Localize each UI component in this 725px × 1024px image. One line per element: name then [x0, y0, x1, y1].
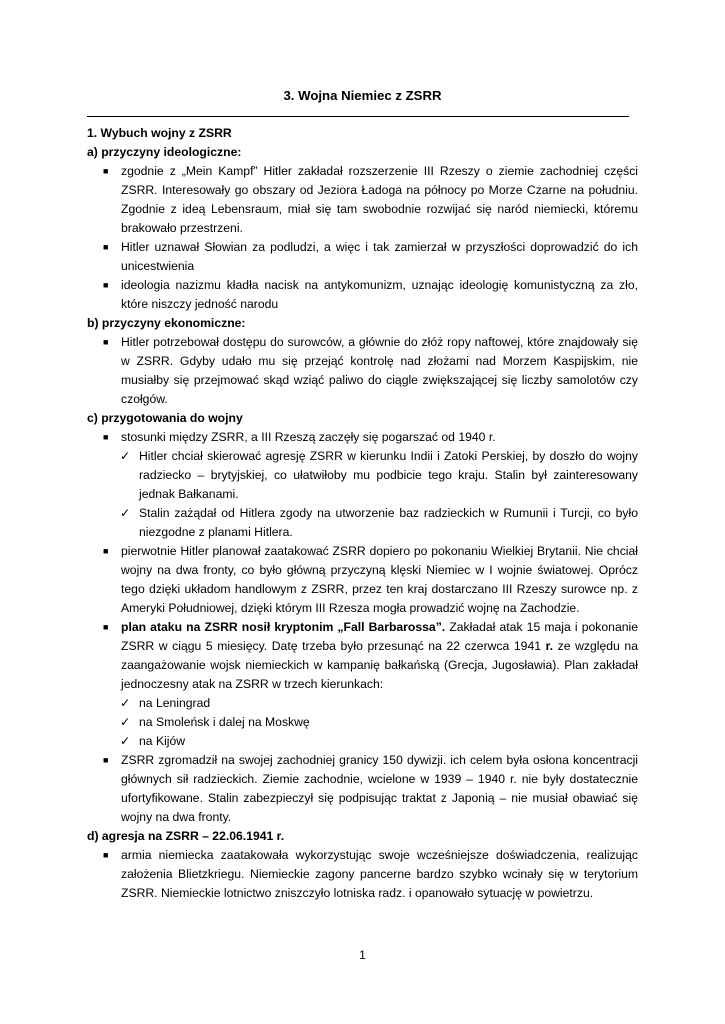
square-bullet-icon: ■ [103, 432, 109, 442]
list-item: ■ pierwotnie Hitler planował zaatakować ZSRR dopiero po pokonaniu Wielkiej Brytanii. Nie chciał wojny na dwa fronty, co było główną przyczyną klęski Niemiec w I wojnie światowej. Oprócz tego dzięki układom handlowym z ZSRR, przez ten kraj dostarczano III Rzeszy surowce np. z Ameryki Południowej, dzięki którym III Rzesza mogła prowadzić wojnę na Zachodzie. [103, 544, 638, 615]
list-item: ■ armia niemiecka zaatakowała wykorzystując swoje wcześniejsze doświadczenia, realizując założenia Blietzkriegu. Niemieckie zagony pancerne bardzo szybko wcinały się w terytorium ZSRR. Niemieckie lotnictwo zniszczyło lotniska radz. i opanowało sytuację w powietrzu. [103, 848, 638, 900]
sub-list-item: ✓ na Smoleńsk i dalej na Moskwę [87, 713, 638, 732]
square-bullet-icon: ■ [103, 546, 109, 556]
list-item: ■ stosunki między ZSRR, a III Rzeszą zaczęły się pogarszać od 1940 r. [87, 428, 638, 447]
list-item: ■ plan ataku na ZSRR nosił kryptonim „Fall Barbarossa”. Zakładał atak 15 maja i pokonanie ZSRR w ciągu 5 miesięcy. Datę trzeba było przesunąć na 22 czerwca 1941 r. ze względu na zaangażowanie wojsk niemieckich w kampanię bałkańską (Grecja, Jugosławia). Plan zakładał jednoczesny atak na ZSRR w trzech kierunkach: [103, 620, 638, 691]
subsection-b-heading: b) przyczyny ekonomiczne: [87, 316, 246, 330]
sub-list-item: ✓ Stalin zażądał od Hitlera zgody na utworzenie baz radzieckich w Rumunii i Turcji, co było niezgodne z planami Hitlera. [120, 506, 638, 539]
sub-list-item: ✓ Hitler chciał skierować agresję ZSRR w kierunku Indii i Zatoki Perskiej, by doszło do wojny radziecko – brytyjskiej, co ułatwiłoby mu podbicie tego kraju. Stalin był zainteresowany jednak Bałkanami. [120, 449, 638, 501]
checkmark-icon: ✓ [120, 696, 131, 710]
checkmark-icon: ✓ [120, 715, 131, 729]
sub-list-item: ✓ na Kijów [87, 732, 638, 751]
checkmark-icon: ✓ [120, 734, 131, 748]
sub-list-item: ✓ na Leningrad [87, 694, 638, 713]
subsection-c-heading: c) przygotowania do wojny [87, 411, 243, 425]
subsection-a-heading: a) przyczyny ideologiczne: [87, 145, 242, 159]
section-heading: 1. Wybuch wojny z ZSRR [87, 126, 232, 140]
document-body [87, 86, 638, 903]
square-bullet-icon: ■ [103, 850, 109, 860]
page-number: 1 [359, 948, 366, 962]
list-item: ■ Hitler uznawał Słowian za podludzi, a więc i tak zamierzał w przyszłości doprowadzić do ich unicestwienia [103, 240, 638, 273]
list-item: ■ ideologia nazizmu kładła nacisk na antykomunizm, uznając ideologię komunistyczną za zło, które niszczy jedność narodu [103, 278, 638, 311]
square-bullet-icon: ■ [103, 755, 109, 765]
checkmark-icon: ✓ [120, 506, 131, 520]
list-item: ■ ZSRR zgromadził na swojej zachodniej granicy 150 dywizji. ich celem była osłona koncentracji głównych sił radzieckich. Ziemie zachodnie, wcielone w 1939 – 1940 r. nie były dostatecznie ufortyfikowane. Stalin zabezpieczył się podpisując traktat z Japonią – nie musiał obawiać się wojny na dwa fronty. [103, 753, 638, 824]
page-title: 3. Wojna Niemiec z ZSRR [283, 88, 442, 103]
subsection-d-heading: d) agresja na ZSRR – 22.06.1941 r. [87, 829, 285, 843]
square-bullet-icon: ■ [103, 166, 109, 176]
list-item: ■ Hitler potrzebował dostępu do surowców, a głównie do złóż ropy naftowej, które znajdowały się w ZSRR. Gdyby udało mu się przejąć kontrolę nad złożami nad Morzem Kaspijskim, nie musiałby się przejmować skąd wziąć paliwo do ciągle zwiększającej się liczby samolotów czy czołgów. [103, 335, 638, 406]
title-rule [87, 116, 629, 117]
square-bullet-icon: ■ [103, 622, 109, 632]
list-item: ■ zgodnie z „Mein Kampf” Hitler zakładał rozszerzenie III Rzeszy o ziemie zachodniej części ZSRR. Interesowały go obszary od Jeziora Ładoga na północy po Morze Czarne na południu. Zgodnie z ideą Lebensraum, miał się tam swobodnie rozwijać się naród niemiecki, któremu brakowało przestrzeni. [103, 164, 638, 235]
square-bullet-icon: ■ [103, 337, 109, 347]
checkmark-icon: ✓ [120, 449, 131, 463]
square-bullet-icon: ■ [103, 280, 109, 290]
square-bullet-icon: ■ [103, 242, 109, 252]
